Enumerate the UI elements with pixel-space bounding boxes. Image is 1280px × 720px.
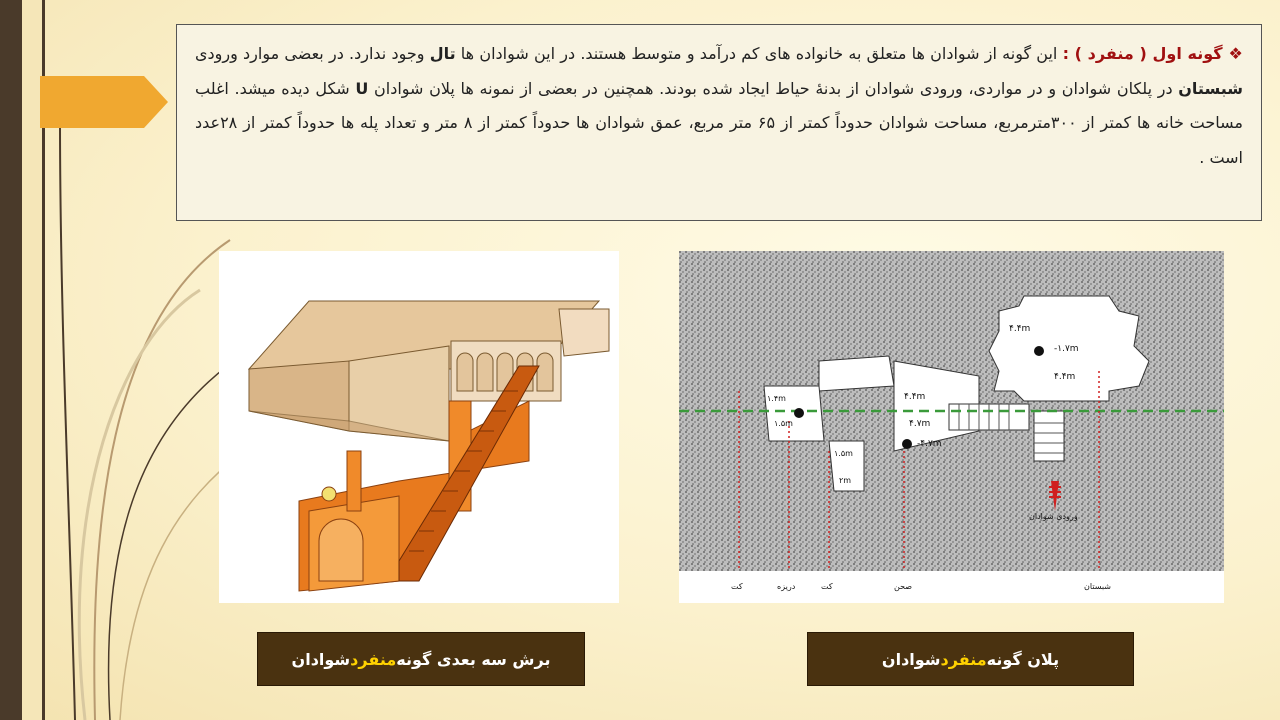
- plan-bottom-label-4: صحن: [894, 582, 913, 591]
- paragraph-bold-1: تال: [429, 44, 456, 63]
- bullet-icon: ❖: [1228, 44, 1244, 63]
- plan-bottom-label-1: کت: [731, 582, 743, 591]
- caption-left-pre: برش سه بعدی گونه: [396, 649, 551, 669]
- paragraph-text-4: شکل دیده میشد. اغلب مساحت خانه ها کمتر از ۳۰۰مترمربع، مساحت شوادان حدوداً کمتر از ۶۵ متر مربع، عمق شوادان ها حدوداً کمتر از ۸ متر و تعداد پله ها حدوداً کمتر از ۲۸عدد است .: [195, 78, 1244, 167]
- paragraph-text-1: این گونه از شوادان ها متعلق به خانواده های کم درآمد و متوسط هستند. در این شوادان ها: [455, 44, 1063, 63]
- caption-3d-section: [257, 632, 585, 686]
- description-textbox: [176, 24, 1262, 221]
- paragraph-heading: گونه اول ( منفرد ) :: [1062, 44, 1223, 63]
- plan-bottom-label-2: دریزه: [777, 582, 796, 591]
- caption-left-highlight: منفرد: [350, 649, 397, 669]
- paragraph-bold-3: U: [355, 78, 369, 98]
- plan-dim-left1: ۱.۴m: [767, 394, 786, 403]
- 3d-section-image: [219, 251, 619, 603]
- plan-dim-top: ۴.۴m: [1009, 324, 1031, 334]
- orange-arrow-tab: [40, 76, 168, 128]
- floor-plan-image: [679, 251, 1224, 603]
- caption-floor-plan: [807, 632, 1134, 686]
- plan-bottom-label-3: کت: [821, 582, 833, 591]
- plan-entry-label: ورودی شوادان: [1029, 512, 1078, 521]
- plan-dim-small2: ۲m: [839, 476, 852, 485]
- plan-dim-left2: ۱.۵m: [774, 419, 793, 428]
- caption-right-pre: پلان گونه: [986, 649, 1060, 669]
- caption-left-post: شوادان: [291, 649, 351, 669]
- paragraph-bold-2: شبستان: [1178, 78, 1243, 98]
- paragraph-text-3: در پلکان شوادان و در مواردی، ورودی شوادان از بدنۀ حیاط ایجاد شده بودند. همچنین در بعضی از نمونه ها پلان شوادان: [368, 78, 1179, 98]
- plan-bottom-label-5: شبستان: [1084, 582, 1111, 591]
- plan-dim-small1: ۱.۵m: [834, 449, 853, 458]
- plan-dim-mid2: ۴.۷m: [909, 419, 931, 429]
- paragraph-text-2: وجود ندارد. در بعضی موارد ورودی: [195, 44, 430, 63]
- plan-dim-room: -۱.۷m: [1054, 344, 1079, 354]
- plan-dim-room2: ۴.۴m: [1054, 372, 1076, 382]
- caption-right-highlight: منفرد: [940, 649, 987, 669]
- caption-right-post: شوادان: [881, 649, 941, 669]
- plan-dim-mid1: ۴.۴m: [904, 392, 926, 402]
- plan-dim-mid3: -۴.۷m: [917, 439, 942, 449]
